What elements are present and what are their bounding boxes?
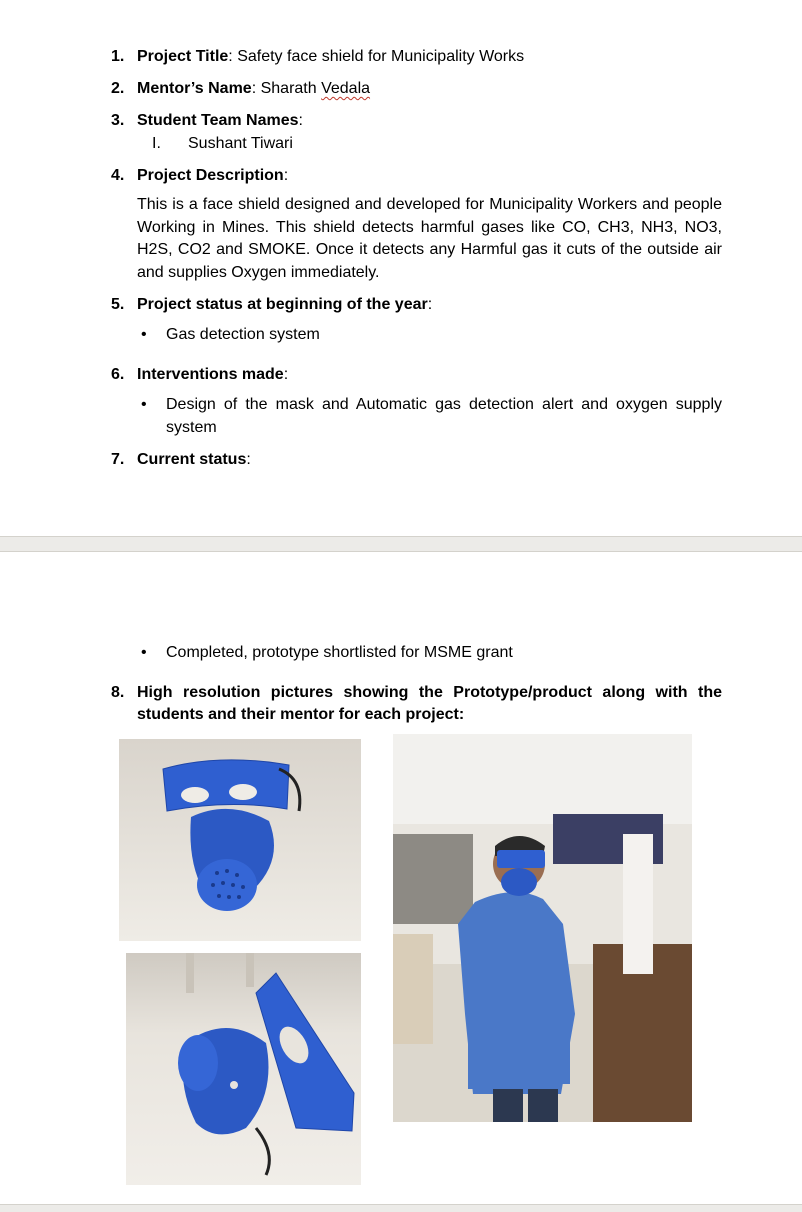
mentor-surname-spellcheck[interactable]: Vedala <box>321 80 371 97</box>
status-beginning-line <box>137 294 432 316</box>
item-number: 6. <box>111 366 125 383</box>
separator: : <box>228 48 233 65</box>
pictures-heading-line2: students and their mentor for each project: <box>137 706 465 723</box>
document-page-2 <box>0 552 802 1204</box>
project-title-value: Safety face shield for Municipality Works <box>232 48 525 65</box>
bullet-glyph: • <box>141 644 147 661</box>
mask-side-photo <box>126 953 361 1185</box>
mentor-name-line <box>137 78 370 100</box>
status-beginning-label: Project status at beginning of the year <box>137 296 428 313</box>
item-number: 4. <box>111 167 125 184</box>
separator: : <box>298 112 303 129</box>
mentor-first-name: Sharath <box>256 80 322 97</box>
current-status-label: Current status <box>137 451 247 468</box>
interventions-line <box>137 364 288 386</box>
item-number: 5. <box>111 296 125 313</box>
item-number: 1. <box>111 48 125 65</box>
separator: : <box>246 451 251 468</box>
page-break-gap <box>0 1204 802 1212</box>
bullet-text: Completed, prototype shortlisted for MSME grant <box>166 644 513 661</box>
separator: : <box>283 366 289 383</box>
separator: : <box>283 167 289 184</box>
student-team-label: Student Team Names <box>137 112 299 129</box>
item-number: 2. <box>111 80 125 97</box>
interventions-label: Interventions made <box>137 366 284 383</box>
student-number: I. <box>152 135 161 152</box>
student-name: Sushant Tiwari <box>188 135 293 152</box>
item-number: 8. <box>111 684 125 701</box>
bullet-glyph: • <box>141 396 147 413</box>
bullet-text: Design of the mask and Automatic gas detection alert and oxygen supply system <box>166 396 722 436</box>
student-team-line <box>137 110 303 132</box>
project-title-line <box>137 46 524 68</box>
bullet-text: Gas detection system <box>166 326 320 343</box>
mentor-name-label: Mentor’s Name <box>137 80 252 97</box>
mask-front-photo <box>119 739 361 941</box>
project-description-line <box>137 165 288 187</box>
item-number: 3. <box>111 112 125 129</box>
project-title-label: Project Title <box>137 48 229 65</box>
document-page-1 <box>0 0 802 536</box>
current-status-line <box>137 449 251 471</box>
separator: : <box>427 296 433 313</box>
page-break-gap <box>0 536 802 552</box>
separator: : <box>251 80 257 97</box>
item-number: 7. <box>111 451 125 468</box>
pictures-heading-line1: High resolution pictures showing the Prototype/product along with the <box>137 684 722 701</box>
project-description-label: Project Description <box>137 167 284 184</box>
bullet-glyph: • <box>141 326 147 343</box>
person-wearing-mask-photo <box>393 734 692 1122</box>
project-description-text: This is a face shield designed and developed for Municipality Workers and people Working in Mines. This shield detects harmful gases like CO, CH3, NH3, NO3, H2S, CO2 and SMOKE. Once it detects any Harmful gas it cuts of the outside air and supplies Oxygen immediately. <box>137 196 722 281</box>
